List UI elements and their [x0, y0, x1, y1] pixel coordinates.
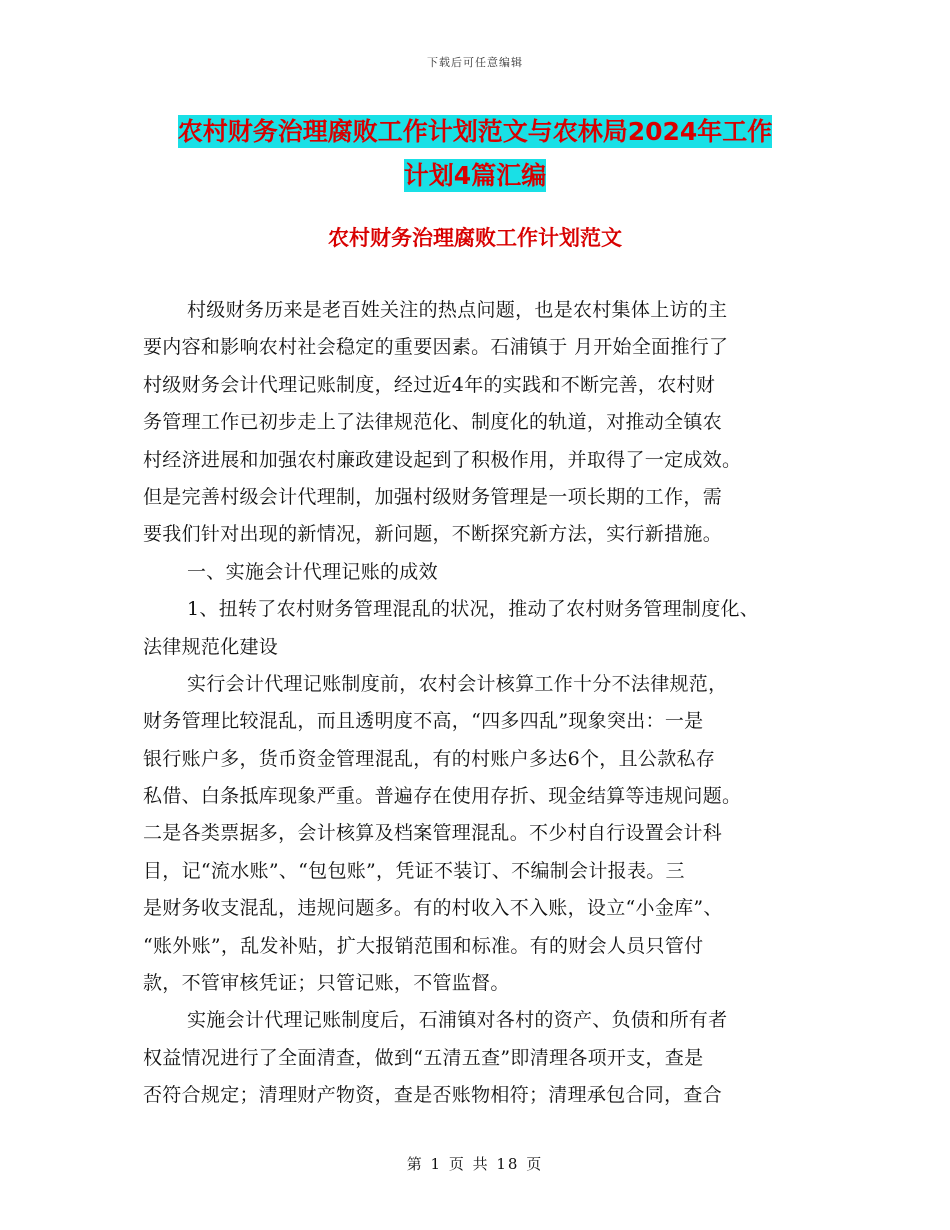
body-line: 款，不管审核凭证；只管记账，不管监督。	[143, 972, 510, 995]
section-title: 农村财务治理腐败工作计划范文	[328, 226, 622, 250]
document-title	[0, 110, 950, 198]
header-note: 下载后可任意编辑	[427, 56, 523, 69]
page-footer: 第 1 页 共 18 页	[406, 1155, 544, 1173]
body-line: 是财务收支混乱，违规问题多。有的村收入不入账，设立“小金库”、	[143, 897, 723, 920]
body-heading: 一、实施会计代理记账的成效	[187, 560, 438, 583]
body-line: “账外账”，乱发补贴，扩大报销范围和标准。有的财会人员只管付	[143, 934, 704, 957]
title-line-1: 农村财务治理腐败工作计划范文与农林局2024年工作	[177, 117, 773, 146]
body-line: 村级财务历来是老百姓关注的热点问题，也是农村集体上访的主	[187, 299, 728, 321]
body-line: 务管理工作已初步走上了法律规范化、制度化的轨道，对推动全镇农	[143, 411, 723, 434]
body-line: 但是完善村级会计代理制，加强村级财务管理是一项长期的工作，需	[143, 485, 723, 508]
body-line: 私借、白条抵库现象严重。普遍存在使用存折、现金结算等违规问题。	[143, 785, 742, 808]
body-line: 实行会计代理记账制度前，农村会计核算工作十分不法律规范，	[187, 672, 728, 695]
body-line: 村级财务会计代理记账制度，经过近4年的实践和不断完善，农村财	[143, 373, 716, 396]
body-line: 财务管理比较混乱，而且透明度不高，“四多四乱”现象突出：一是	[143, 710, 704, 733]
body-text	[143, 292, 823, 1115]
body-line: 要内容和影响农村社会稳定的重要因素。石浦镇于 月开始全面推行了	[143, 336, 729, 359]
body-line: 1、扭转了农村财务管理混乱的状况，推动了农村财务管理制度化、	[187, 598, 760, 621]
body-line: 要我们针对出现的新情况，新问题，不断探究新方法，实行新措施。	[143, 523, 723, 546]
body-line: 否符合规定；清理财产物资，查是否账物相符；清理承包合同，查合	[143, 1084, 723, 1107]
title-line-2: 计划4篇汇编	[403, 161, 547, 190]
body-line: 法律规范化建设	[143, 635, 279, 658]
body-line: 村经济进展和加强农村廉政建设起到了积极作用，并取得了一定成效。	[143, 448, 742, 471]
body-line: 二是各类票据多，会计核算及档案管理混乱。不少村自行设置会计科	[143, 822, 723, 845]
body-line: 权益情况进行了全面清查，做到“五清五查”即清理各项开支，查是	[143, 1046, 704, 1069]
body-line: 目，记“流水账”、“包包账”，凭证不装订、不编制会计报表。三	[143, 859, 685, 882]
body-line: 实施会计代理记账制度后，石浦镇对各村的资产、负债和所有者	[187, 1009, 728, 1032]
body-line: 银行账户多，货币资金管理混乱，有的村账户多达6个，且公款私存	[143, 747, 716, 770]
